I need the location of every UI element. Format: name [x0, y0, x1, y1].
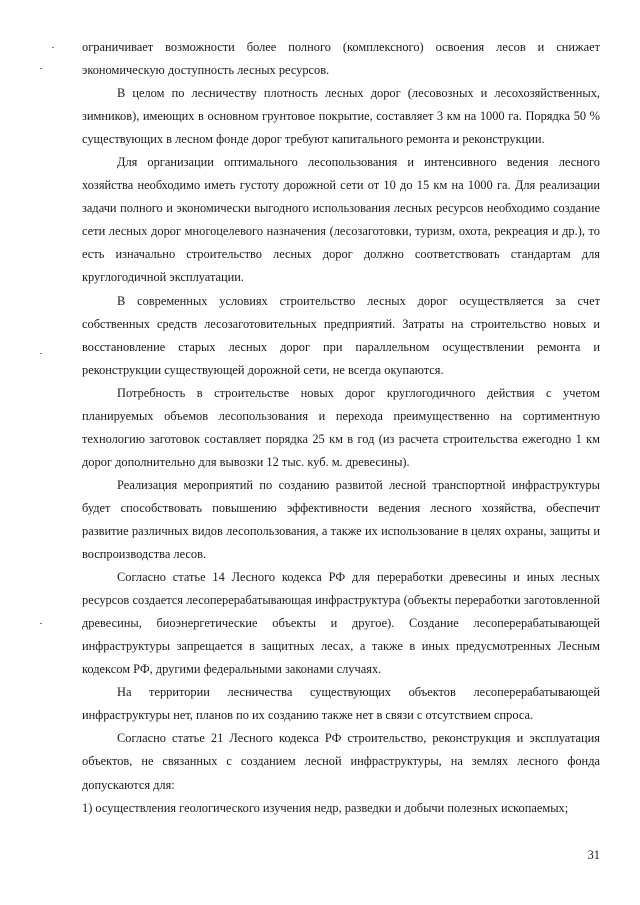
- paragraph: Согласно статье 21 Лесного кодекса РФ строительство, реконструкция и эксплуатация объектов, не связанных с созданием лесной инфраструктуры, на землях лесного фонда допускаются для:: [82, 731, 600, 792]
- scan-speck: [40, 68, 42, 69]
- paragraph: Согласно статье 14 Лесного кодекса РФ для переработки древесины и иных лесных ресурсов создается лесоперерабатывающая инфраструктура (объекты переработки заготовленной древесины, биоэнергетические объекты и другое). Создание лесоперерабатывающей инфраструктуры запрещается в защитных лесах, а также в иных предусмотренных Лесным кодексом РФ, другими федеральными законами случаях.: [82, 570, 600, 677]
- scan-speck: [52, 47, 54, 48]
- paragraph: В целом по лесничеству плотность лесных дорог (лесовозных и лесохозяйственных, зимников), имеющих в основном грунтовое покрытие, составляет 3 км на 1000 га. Порядка 50 % существующих в лесном фонде дорог требуют капитального ремонта и реконструкции.: [82, 86, 600, 147]
- list-item: 1) осуществления геологического изучения недр, разведки и добычи полезных ископаемых;: [82, 800, 569, 815]
- scan-speck: [40, 623, 42, 624]
- scan-speck: [40, 353, 42, 354]
- page-number: 31: [587, 848, 600, 862]
- body-text: [82, 36, 600, 820]
- paragraph: На территории лесничества существующих объектов лесоперерабатывающей инфраструктуры нет, планов по их созданию также нет в связи с отсутствием спроса.: [82, 685, 600, 723]
- paragraph: Для организации оптимального лесопользования и интенсивного ведения лесного хозяйства необходимо иметь густоту дорожной сети от 10 до 15 км на 1000 га. Для реализации задачи полного и экономически выгодного использования лесных ресурсов необходимо создание сети лесных дорог многоцелевого назначения (лесозаготовки, туризм, охота, рекреация и др.), то есть изначально строительство лесных дорог должно соответствовать стандартам для круглогодичной эксплуатации.: [82, 155, 600, 285]
- paragraph: В современных условиях строительство лесных дорог осуществляется за счет собственных средств лесозаготовительных предприятий. Затраты на строительство новых и восстановление старых лесных дорог при параллельном осуществлении ремонта и реконструкции существующей дорожной сети, не всегда окупаются.: [82, 293, 600, 377]
- paragraph: Реализация мероприятий по созданию развитой лесной транспортной инфраструктуры будет способствовать повышению эффективности ведения лесного хозяйства, обеспечит развитие различных видов лесопользования, а также их использование в целях охраны, защиты и воспроизводства лесов.: [82, 477, 600, 562]
- paragraph: ограничивает возможности более полного (комплексного) освоения лесов и снижает экономическую доступность лесных ресурсов.: [82, 40, 600, 78]
- paragraph: Потребность в строительстве новых дорог круглогодичного действия с учетом планируемых объемов лесопользования и перехода преимущественно на сортиментную технологию заготовок составляет порядка 25 км в год (из расчета строительства ежегодно 1 км дорог дополнительно для вывозки 12 тыс. куб. м. древесины).: [82, 385, 600, 469]
